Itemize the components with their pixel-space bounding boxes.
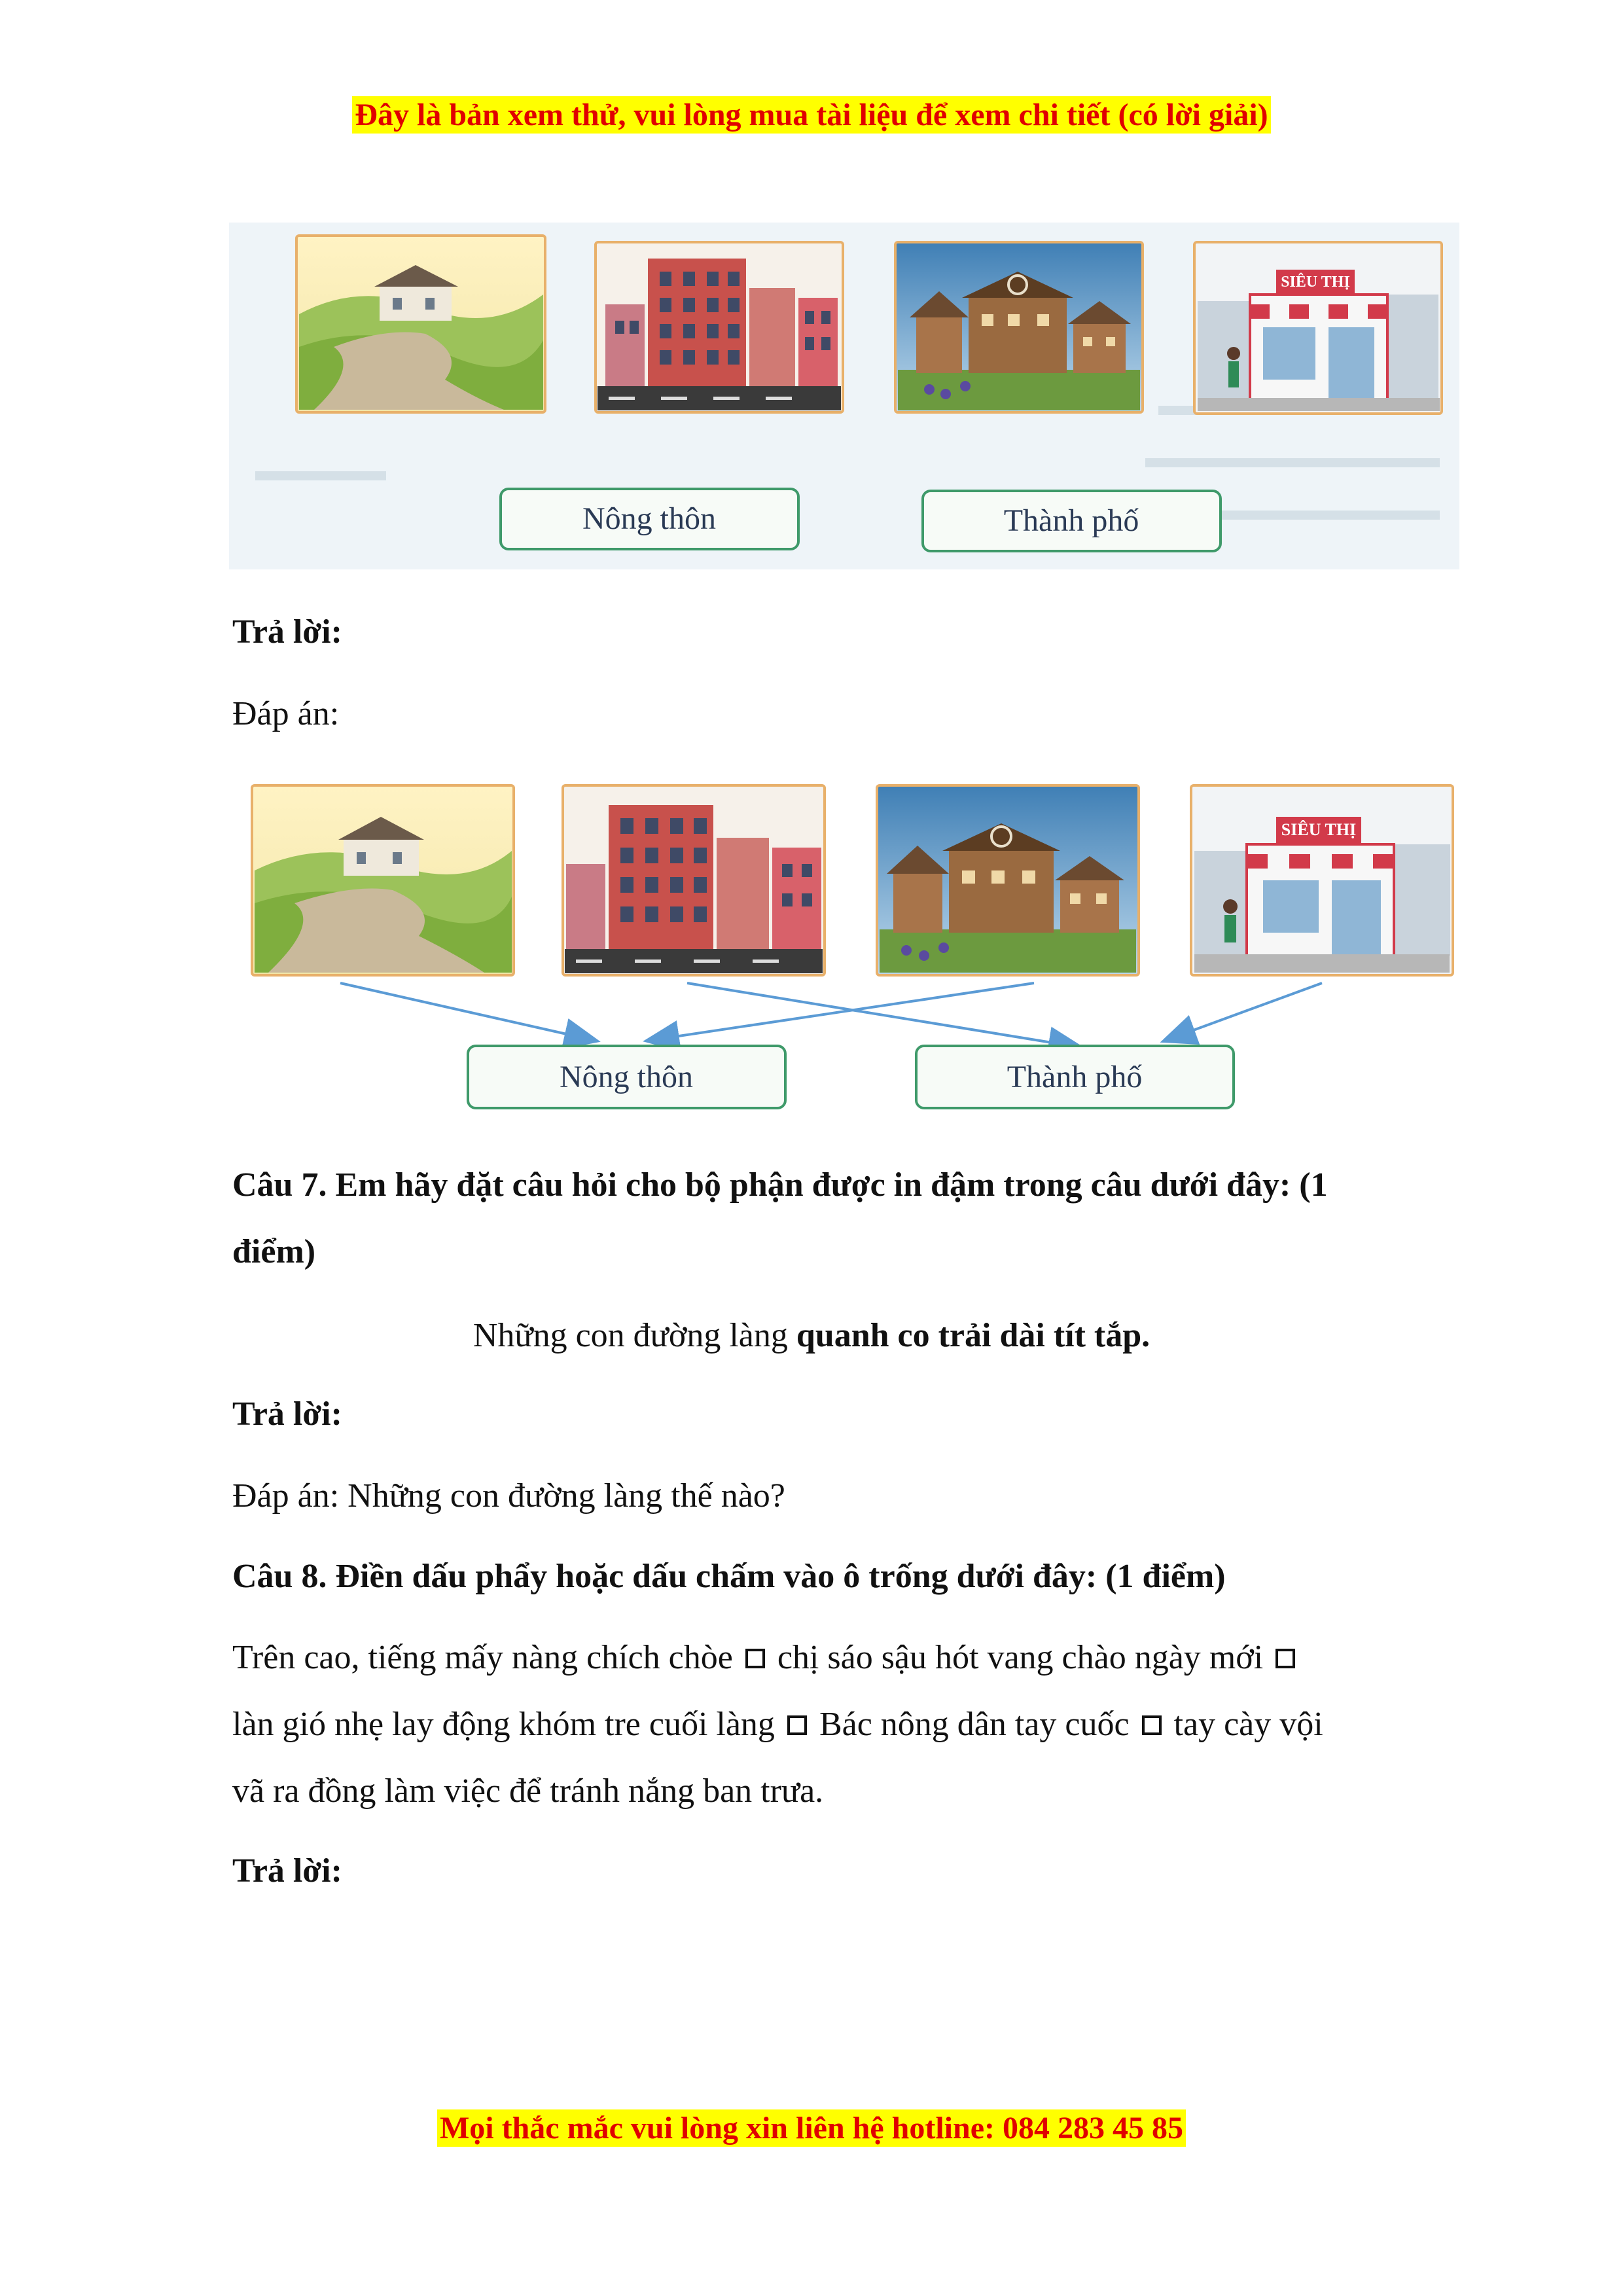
question-7-sentence-plain: Những con đường làng <box>473 1317 796 1354</box>
question-8-title: Câu 8. Điền dấu phẩy hoặc dấu chấm vào ô trống dưới đây: (1 điểm) <box>232 1558 1226 1595</box>
question-8-line-1 <box>232 1624 1463 1691</box>
passage-segment: Trên cao, tiếng mấy nàng chích chòe <box>232 1639 733 1676</box>
preview-banner-text: Đây là bản xem thử, vui lòng mua tài liệu để xem chi tiết (có lời giải) <box>352 96 1270 134</box>
store-sign-text: SIÊU THỊ <box>1281 820 1357 839</box>
label-countryside-text: Nông thôn <box>560 1060 693 1094</box>
village-houses-picture <box>895 242 1143 412</box>
question-8-line-2 <box>232 1691 1463 1758</box>
answer-7: Đáp án: Những con đường làng thế nào? <box>232 1477 785 1515</box>
supermarket-picture <box>1191 785 1453 975</box>
question-7-sentence <box>0 1302 1623 1369</box>
answer-label-7: Trả lời: <box>232 1395 342 1433</box>
blank-box[interactable] <box>1275 1649 1295 1668</box>
passage-segment: tay cày vội <box>1173 1706 1323 1743</box>
question-8-passage <box>232 1624 1463 1825</box>
blank-box[interactable] <box>745 1649 765 1668</box>
hotline-banner <box>0 2110 1623 2146</box>
label-city-text: Thành phố <box>1003 503 1139 538</box>
answer-label-1: Trả lời: <box>232 613 342 651</box>
village-houses-picture <box>877 785 1139 975</box>
answer-1: Đáp án: <box>232 695 340 732</box>
question-7-title <box>232 1152 1463 1285</box>
matching-arrows <box>340 983 1322 1047</box>
passage-segment: chị sáo sậu hót vang chào ngày mới <box>777 1639 1264 1676</box>
question-7-title-line2: điểm) <box>232 1233 316 1270</box>
answer-image <box>229 772 1459 1126</box>
label-countryside-text: Nông thôn <box>582 501 716 536</box>
label-city <box>923 491 1221 551</box>
question-7-sentence-bold: quanh co trải dài tít tắp. <box>796 1317 1150 1354</box>
store-sign-text: SIÊU THỊ <box>1281 274 1350 291</box>
exercise-image <box>229 223 1459 569</box>
city-apartments-picture <box>563 785 825 975</box>
countryside-picture <box>252 785 514 975</box>
label-city <box>916 1046 1234 1108</box>
label-countryside <box>501 489 798 549</box>
hotline-banner-text: Mọi thắc mắc vui lòng xin liên hệ hotline: 084 283 45 85 <box>437 2109 1186 2147</box>
label-city-text: Thành phố <box>1007 1060 1143 1094</box>
question-8-line-3: vã ra đồng làm việc để tránh nắng ban trưa. <box>232 1772 824 1810</box>
countryside-picture <box>296 236 545 412</box>
blank-box[interactable] <box>787 1715 807 1735</box>
passage-segment: làn gió nhẹ lay động khóm tre cuối làng <box>232 1706 775 1743</box>
blank-box[interactable] <box>1142 1715 1162 1735</box>
question-7-title-line1: Câu 7. Em hãy đặt câu hỏi cho bộ phận được in đậm trong câu dưới đây: (1 <box>232 1166 1328 1204</box>
supermarket-picture <box>1194 242 1442 414</box>
passage-segment: Bác nông dân tay cuốc <box>819 1706 1130 1743</box>
answer-label-8: Trả lời: <box>232 1852 342 1890</box>
preview-banner <box>0 97 1623 133</box>
label-countryside <box>468 1046 785 1108</box>
city-apartments-picture <box>596 242 843 412</box>
